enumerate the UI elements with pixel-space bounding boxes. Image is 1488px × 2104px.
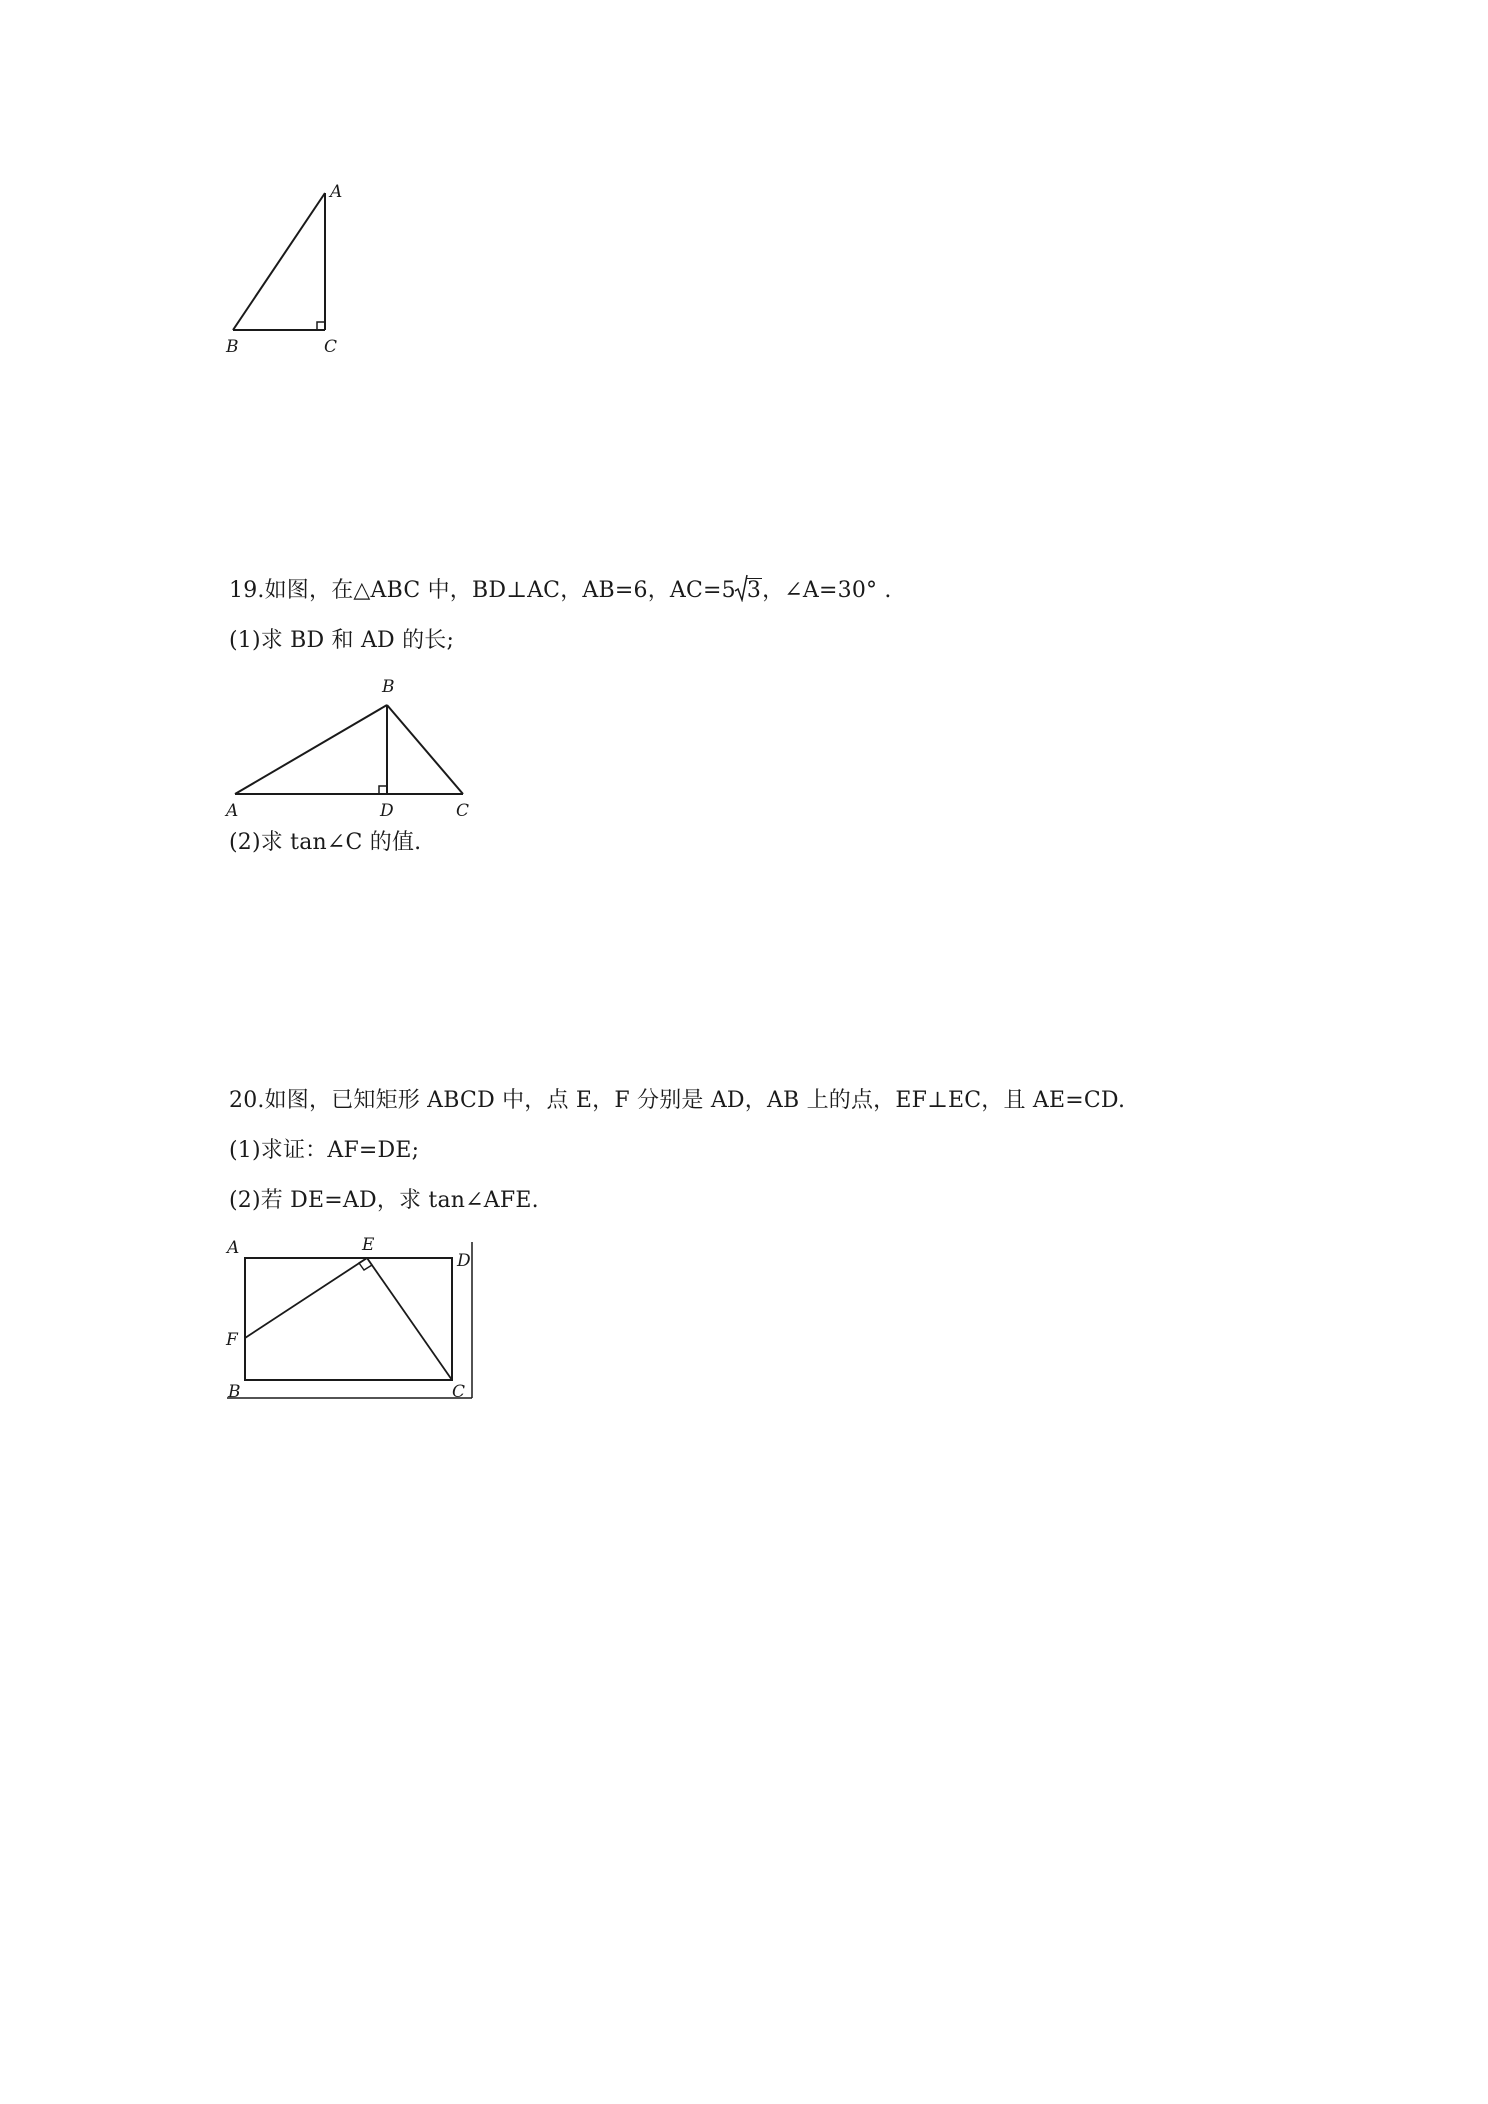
- sqrt-expression: [736, 576, 762, 606]
- q20-part1: (1)求证：AF=DE;: [229, 1138, 420, 1163]
- q20-stem: 20.如图，已知矩形 ABCD 中，点 E，F 分别是 AD，AB 上的点，EF⊥EC，且 AE=CD.: [229, 1088, 1126, 1113]
- vertex-label-b: B: [382, 677, 395, 697]
- vertex-label-d: D: [380, 801, 394, 821]
- vertex-label-a: A: [226, 801, 239, 821]
- segment-bc: [387, 705, 463, 794]
- rectangle-abcd: [245, 1258, 452, 1380]
- triangle-abc-figure: [220, 175, 360, 355]
- vertex-label-c: C: [452, 1382, 466, 1402]
- vertex-label-b: B: [226, 337, 239, 357]
- q19-part1: (1)求 BD 和 AD 的长;: [229, 628, 455, 653]
- vertex-label-d: D: [457, 1251, 471, 1271]
- segment-ec: [367, 1258, 452, 1380]
- vertex-label-a: A: [227, 1238, 240, 1258]
- sqrt-radicand: 3: [746, 578, 762, 603]
- segment-fe: [245, 1258, 367, 1338]
- vertex-label-c: C: [456, 801, 470, 821]
- right-angle-mark: [379, 786, 387, 794]
- vertex-label-a: A: [330, 182, 343, 202]
- segment-ab: [235, 705, 387, 794]
- q20-part2: (2)若 DE=AD，求 tan∠AFE.: [229, 1188, 539, 1213]
- q19-stem: [229, 576, 892, 606]
- vertex-label-c: C: [324, 337, 338, 357]
- radical-sign-icon: [734, 574, 748, 602]
- triangle-abd-figure: [220, 670, 480, 820]
- segment-ab: [233, 193, 325, 330]
- q19-part2: (2)求 tan∠C 的值.: [229, 830, 422, 855]
- rectangle-abcd-figure: [222, 1228, 482, 1408]
- right-angle-mark: [317, 322, 325, 330]
- vertex-label-e: E: [362, 1235, 375, 1255]
- vertex-label-b: B: [228, 1382, 241, 1402]
- q19-stem-text: 19.如图，在△ABC 中，BD⊥AC，AB=6，AC=5: [229, 578, 736, 603]
- q19-stem-tail: ，∠A=30° .: [762, 578, 892, 603]
- vertex-label-f: F: [226, 1330, 238, 1350]
